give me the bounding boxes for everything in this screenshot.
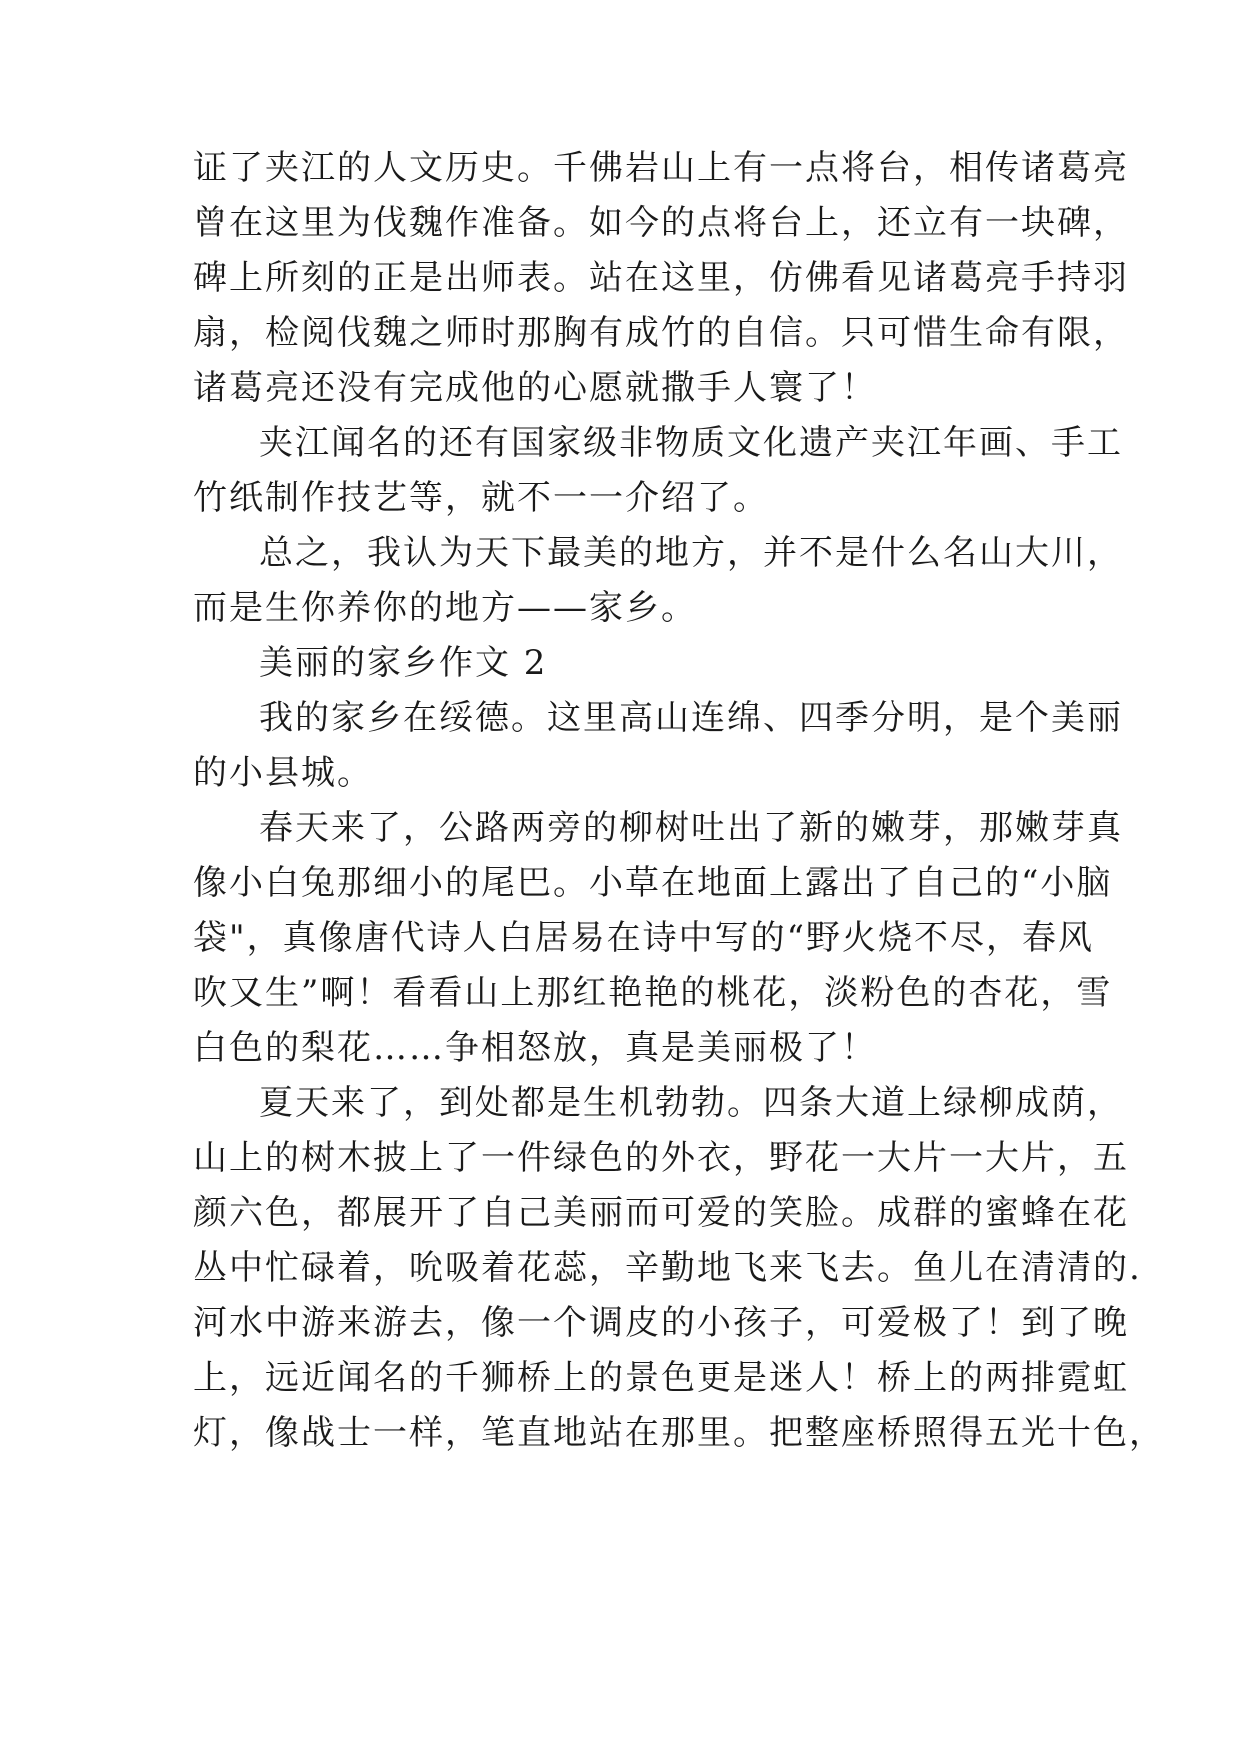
text-line: 白色的梨花……争相怒放，真是美丽极了！ [193, 1028, 877, 1068]
text-line: 上，远近闻名的千狮桥上的景色更是迷人！桥上的两排霓虹 [193, 1358, 1129, 1398]
text-line: 的小县城。 [193, 753, 373, 793]
text-line: 碑上所刻的正是出师表。站在这里，仿佛看见诸葛亮手持羽 [193, 258, 1129, 298]
text-line: 证了夹江的人文历史。千佛岩山上有一点将台，相传诸葛亮 [193, 148, 1129, 188]
text-line: 竹纸制作技艺等，就不一一介绍了。 [193, 478, 769, 518]
paragraph-first-line: 春天来了，公路两旁的柳树吐出了新的嫩芽，那嫩芽真 [259, 808, 1123, 848]
text-line: 山上的树木披上了一件绿色的外衣，野花一大片一大片，五 [193, 1138, 1129, 1178]
text-line: 颜六色，都展开了自己美丽而可爱的笑脸。成群的蜜蜂在花 [193, 1193, 1129, 1233]
paragraph-first-line: 我的家乡在绥德。这里高山连绵、四季分明，是个美丽 [259, 698, 1123, 738]
text-line: 曾在这里为伐魏作准备。如今的点将台上，还立有一块碑， [193, 203, 1129, 243]
text-line: 诸葛亮还没有完成他的心愿就撒手人寰了！ [193, 368, 877, 408]
text-line: 像小白兔那细小的尾巴。小草在地面上露出了自己的“小脑 [193, 863, 1113, 903]
text-line: 丛中忙碌着，吮吸着花蕊，辛勤地飞来飞去。鱼儿在清清的. [193, 1248, 1142, 1288]
text-line: 袋"，真像唐代诗人白居易在诗中写的“野火烧不尽，春风 [193, 918, 1095, 958]
text-line: 灯，像战士一样，笔直地站在那里。把整座桥照得五光十色， [193, 1413, 1165, 1453]
paragraph-first-line: 夹江闻名的还有国家级非物质文化遗产夹江年画、手工 [259, 423, 1123, 463]
text-line: 吹又生”啊！看看山上那红艳艳的桃花，淡粉色的杏花，雪 [193, 973, 1113, 1013]
essay-heading: 美丽的家乡作文 2 [259, 643, 548, 683]
paragraph-first-line: 夏天来了，到处都是生机勃勃。四条大道上绿柳成荫， [259, 1083, 1123, 1123]
text-line: 而是生你养你的地方——家乡。 [193, 588, 697, 628]
text-line: 扇，检阅伐魏之师时那胸有成竹的自信。只可惜生命有限， [193, 313, 1129, 353]
text-line: 河水中游来游去，像一个调皮的小孩子，可爱极了！到了晚 [193, 1303, 1129, 1343]
paragraph-first-line: 总之，我认为天下最美的地方，并不是什么名山大川， [259, 533, 1123, 573]
